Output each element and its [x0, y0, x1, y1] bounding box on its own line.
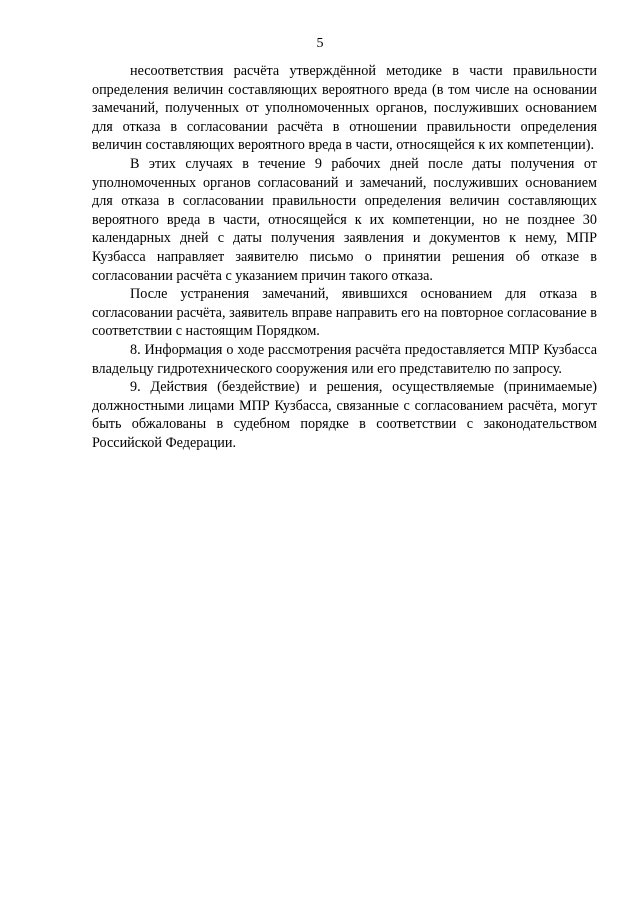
paragraph-resubmission: После устранения замечаний, явившихся основанием для отказа в согласовании расчёта, заявитель вправе направить его на повторное согласование в соответствии с настоящим Порядком.: [92, 286, 597, 340]
paragraph-item-8: 8. Информация о ходе рассмотрения расчёта предоставляется МПР Кузбасса владельцу гидротехнического сооружения или его представителю по запросу.: [92, 341, 597, 377]
page-number: 5: [316, 36, 324, 51]
document-body: [92, 62, 597, 452]
paragraph-continuation: несоответствия расчёта утверждённой методике в части правильности определения величин составляющих вероятного вреда (в том числе на основании замечаний, полученных от уполномоченных органов, послуживших основанием для отказа в согласовании расчёта в отношении правильности определения величин составляющих вероятного вреда в части, относящейся к их компетенции).: [92, 63, 597, 154]
paragraph-refusal-notice: В этих случаях в течение 9 рабочих дней после даты получения от уполномоченных органов согласований и замечаний, послуживших основанием для отказа в согласовании правильности определения величин составляющих вероятного вреда в части, относящейся к их компетенции, но не позднее 30 календарных дней с даты получения заявления и документов к нему, МПР Кузбасса направляет заявителю письмо о принятии решения об отказе в согласовании расчёта с указанием причин такого отказа.: [92, 155, 597, 284]
paragraph-item-9: 9. Действия (бездействие) и решения, осуществляемые (принимаемые) должностными лицами МПР Кузбасса, связанные с согласованием расчёта, могут быть обжалованы в судебном порядке в соответствии с законодательством Российской Федерации.: [92, 379, 597, 451]
